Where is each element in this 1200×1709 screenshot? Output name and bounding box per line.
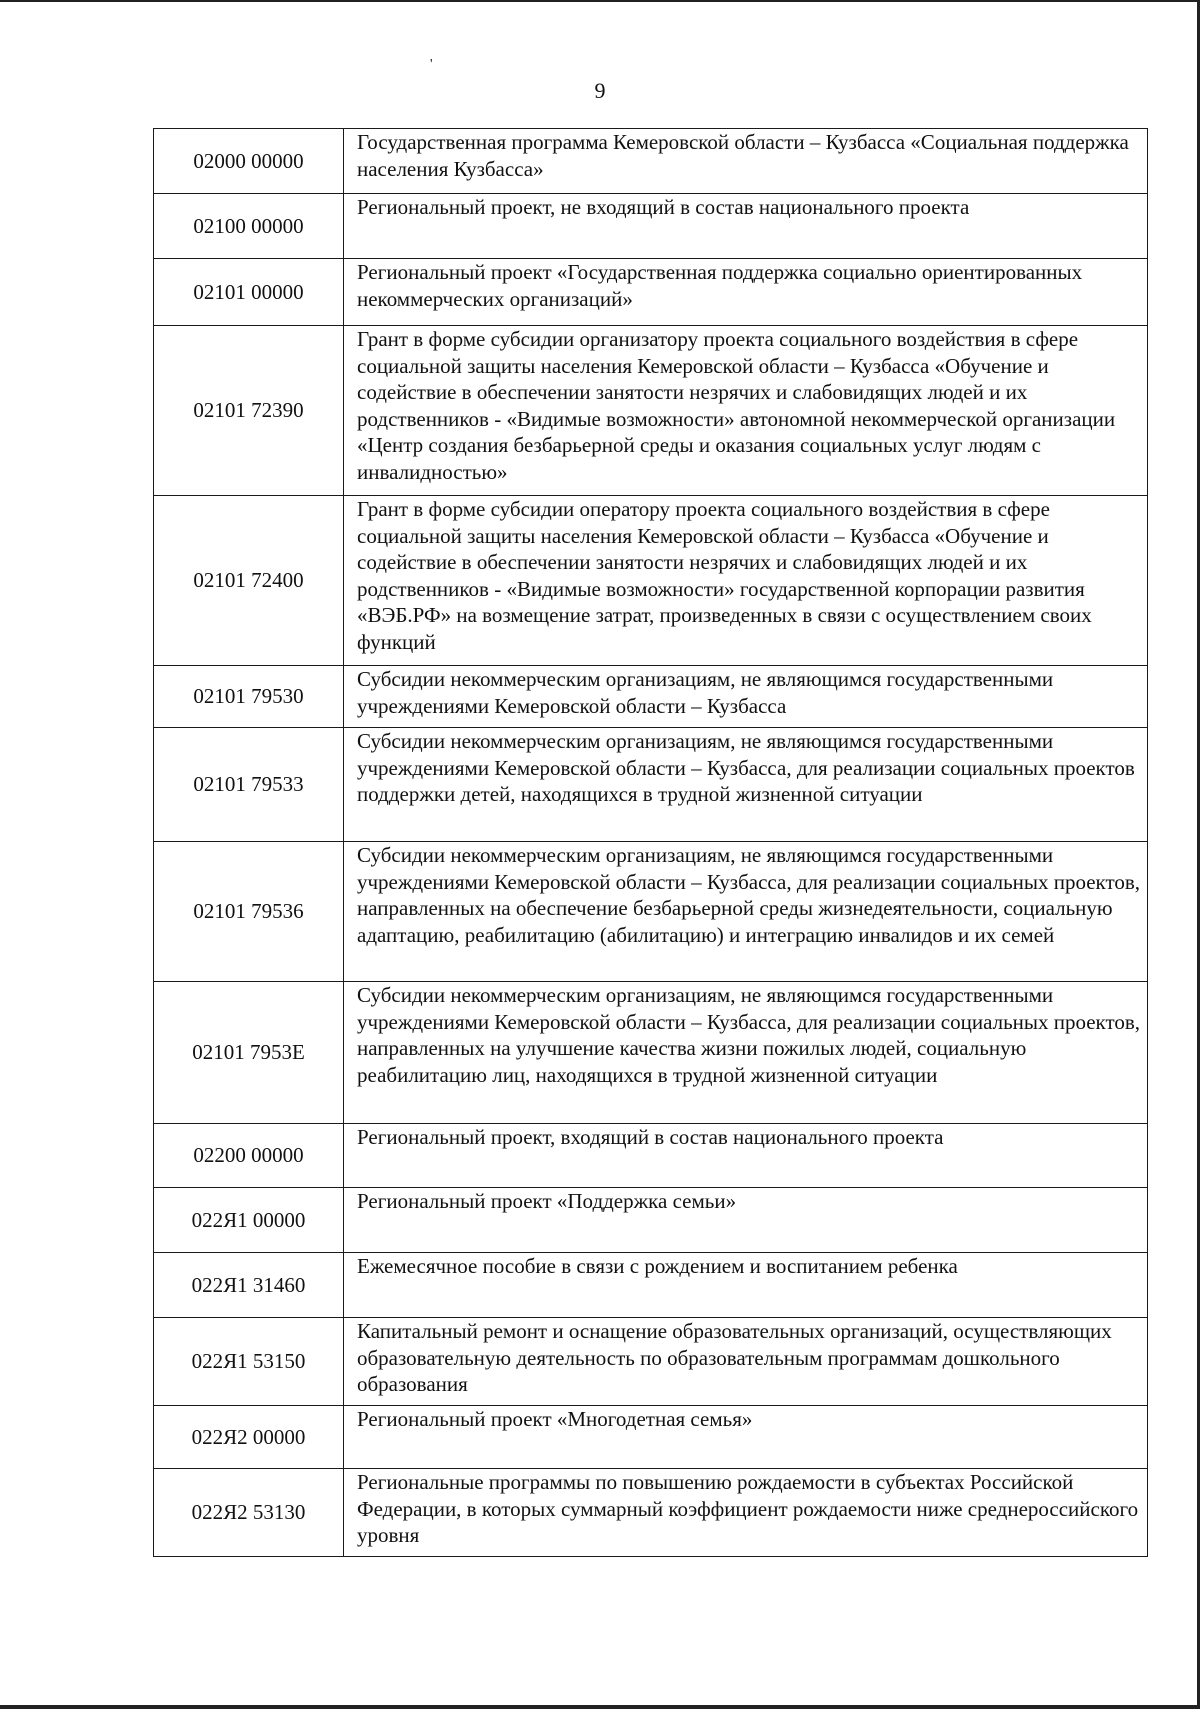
- row-description: Региональный проект, не входящий в состав национального проекта: [344, 194, 1148, 259]
- row-code: 022Я1 31460: [154, 1253, 344, 1318]
- row-code: 02101 79530: [154, 666, 344, 728]
- table-row: [154, 1318, 1148, 1406]
- row-code: 022Я2 53130: [154, 1469, 344, 1557]
- row-description: Субсидии некоммерческим организациям, не являющимся государственными учреждениями Кемеровской области – Кузбасса, для реализации социальных проектов, направленных на обеспечение безбарьерной среды жизнедеятельности, социальную адаптацию, реабилитацию (абилитацию) и интеграцию инвалидов и их семей: [344, 842, 1148, 982]
- table-row: [154, 1188, 1148, 1253]
- row-description: Региональный проект «Многодетная семья»: [344, 1406, 1148, 1469]
- table-row: [154, 129, 1148, 194]
- row-code: 022Я1 53150: [154, 1318, 344, 1406]
- row-code: 02200 00000: [154, 1124, 344, 1188]
- row-description: Государственная программа Кемеровской области – Кузбасса «Социальная поддержка населения Кузбасса»: [344, 129, 1148, 194]
- row-code: 02000 00000: [154, 129, 344, 194]
- row-description: Субсидии некоммерческим организациям, не являющимся государственными учреждениями Кемеровской области – Кузбасса, для реализации социальных проектов, направленных на улучшение качества жизни пожилых людей, социальную реабилитацию лиц, находящихся в трудной жизненной ситуации: [344, 982, 1148, 1124]
- row-code: 02101 72390: [154, 326, 344, 496]
- table-row: [154, 728, 1148, 842]
- table-row: [154, 1253, 1148, 1318]
- table-row: [154, 982, 1148, 1124]
- row-description: Грант в форме субсидии оператору проекта социального воздействия в сфере социальной защиты населения Кемеровской области – Кузбасса «Обучение и содействие в обеспечении занятости незрячих и слабовидящих людей и их родственников - «Видимые возможности» государственной корпорации развития «ВЭБ.РФ» на возмещение затрат, произведенных в связи с осуществлением своих функций: [344, 496, 1148, 666]
- scan-border-bottom: [0, 1705, 1200, 1709]
- row-description: Субсидии некоммерческим организациям, не являющимся государственными учреждениями Кемеровской области – Кузбасса, для реализации социальных проектов поддержки детей, находящихся в трудной жизненной ситуации: [344, 728, 1148, 842]
- row-description: Грант в форме субсидии организатору проекта социального воздействия в сфере социальной защиты населения Кемеровской области – Кузбасса «Обучение и содействие в обеспечении занятости незрячих и слабовидящих людей и их родственников - «Видимые возможности» автономной некоммерческой организации «Центр создания безбарьерной среды и оказания социальных услуг людям с инвалидностью»: [344, 326, 1148, 496]
- row-code: 02101 79533: [154, 728, 344, 842]
- table-row: [154, 194, 1148, 259]
- table-row: [154, 259, 1148, 326]
- table-row: [154, 326, 1148, 496]
- row-code: 02101 72400: [154, 496, 344, 666]
- row-description: Региональные программы по повышению рождаемости в субъектах Российской Федерации, в которых суммарный коэффициент рождаемости ниже среднероссийского уровня: [344, 1469, 1148, 1557]
- page-number: 9: [594, 78, 606, 103]
- table-row: [154, 1124, 1148, 1188]
- row-description: Субсидии некоммерческим организациям, не являющимся государственными учреждениями Кемеровской области – Кузбасса: [344, 666, 1148, 728]
- row-description: Региональный проект «Поддержка семьи»: [344, 1188, 1148, 1253]
- row-code: 022Я2 00000: [154, 1406, 344, 1469]
- row-code: 02100 00000: [154, 194, 344, 259]
- scan-border-top: [0, 0, 1200, 2]
- table-row: [154, 496, 1148, 666]
- row-code: 022Я1 00000: [154, 1188, 344, 1253]
- table-row: [154, 842, 1148, 982]
- row-code: 02101 79536: [154, 842, 344, 982]
- row-description: Региональный проект, входящий в состав национального проекта: [344, 1124, 1148, 1188]
- row-description: Региональный проект «Государственная поддержка социально ориентированных некоммерческих организаций»: [344, 259, 1148, 326]
- budget-code-table: [153, 128, 1148, 1557]
- table-row: [154, 1469, 1148, 1557]
- scan-artifact-mark: ': [430, 57, 433, 72]
- table-row: [154, 1406, 1148, 1469]
- row-description: Ежемесячное пособие в связи с рождением и воспитанием ребенка: [344, 1253, 1148, 1318]
- row-code: 02101 7953Е: [154, 982, 344, 1124]
- row-code: 02101 00000: [154, 259, 344, 326]
- row-description: Капитальный ремонт и оснащение образовательных организаций, осуществляющих образовательную деятельность по образовательным программам дошкольного образования: [344, 1318, 1148, 1406]
- table-row: [154, 666, 1148, 728]
